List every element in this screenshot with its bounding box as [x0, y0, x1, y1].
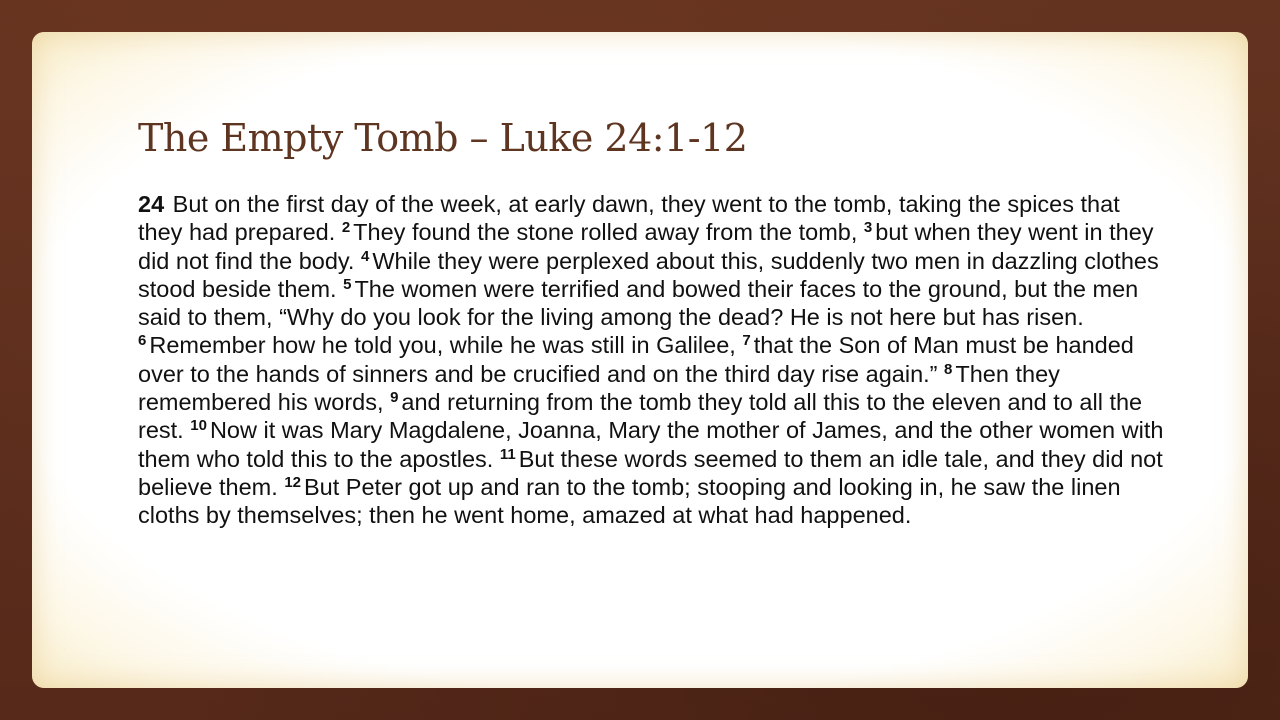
verse-number: 5 [343, 275, 352, 293]
chapter-number: 24 [138, 191, 165, 217]
verse-number: 12 [284, 473, 301, 491]
verse-number: 11 [499, 445, 516, 463]
verse-text: But on the first day of the week, at early dawn, they went to the tomb, taking the spices that they had prepared. [138, 191, 1120, 246]
verse-text: The women were terrified and bowed their faces to the ground, but the men said to them, “Why do you look for the living among the dead? He is not here but has risen. [138, 275, 1139, 331]
verse-text: They found the stone rolled away from the tomb, [353, 219, 858, 246]
verse-number: 8 [944, 360, 953, 378]
verse-text: But Peter got up and ran to the tomb; stooping and looking in, he saw the linen cloths by themselves; then he went home, amazed at what had happened. [138, 473, 1121, 529]
verse-text: But these words seemed to them an idle tale, and they did not believe them. [138, 445, 1163, 500]
verse-text: and returning from the tomb they told all this to the eleven and to all the rest. [138, 389, 1143, 444]
verse-number: 9 [390, 389, 399, 407]
verse-number: 6 [138, 332, 147, 350]
verse-text: Remember how he told you, while he was still in Galilee, [149, 332, 736, 359]
scripture-passage [138, 190, 1168, 530]
verse-text: that the Son of Man must be handed over to the hands of sinners and be crucified and on the third day rise again.” [138, 332, 1134, 387]
slide-title: The Empty Tomb – Luke 24:1-12 [138, 116, 748, 160]
verse-text: While they were perplexed about this, suddenly two men in dazzling clothes stood beside them. [138, 247, 1159, 302]
verse-number: 3 [863, 219, 873, 237]
verse-text: Then they remembered his words, [138, 360, 1060, 416]
verse-number: 2 [341, 219, 351, 237]
verse-number: 4 [360, 247, 370, 265]
verse-text: but when they went in they did not find the body. [138, 219, 1154, 274]
verse-number: 10 [190, 417, 207, 435]
slide-panel [32, 32, 1248, 688]
verse-number: 7 [742, 332, 751, 350]
verse-text: Now it was Mary Magdalene, Joanna, Mary the mother of James, and the other women with them who told this to the apostles. [138, 417, 1164, 472]
